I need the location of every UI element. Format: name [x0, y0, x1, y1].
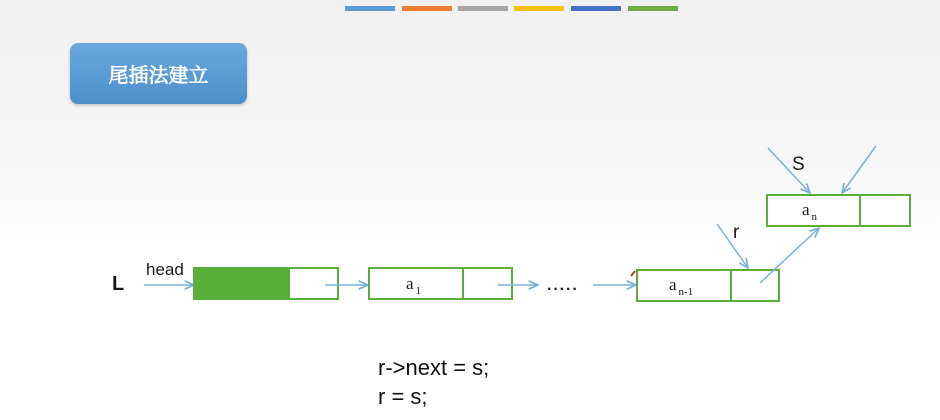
node-an-label: a $_n$ [802, 200, 818, 223]
list-label: L [112, 273, 125, 295]
code-line-1: r->next = s; [378, 355, 490, 380]
head-node-next-cell [289, 268, 338, 299]
pointer-r-label: r [733, 222, 740, 243]
head-node-data-cell [194, 268, 289, 299]
pointer-s-arrow-right [842, 146, 876, 193]
red-mark [631, 271, 635, 276]
slide-title: 尾插法建立 [70, 43, 247, 104]
node-a1-label: a $_1$ [406, 274, 422, 297]
node-an-1-label: a $_{n-1}$ [669, 275, 694, 298]
pointer-s-label: S [792, 154, 805, 175]
new-link-arrow [760, 228, 819, 283]
code-line-2: r = s; [378, 384, 428, 409]
node-an-1-next-cell [731, 270, 779, 301]
ellipsis: ····· [547, 281, 579, 298]
head-label: head [146, 260, 184, 279]
node-an-next-cell [860, 195, 910, 226]
node-a1-next-cell [463, 268, 512, 299]
